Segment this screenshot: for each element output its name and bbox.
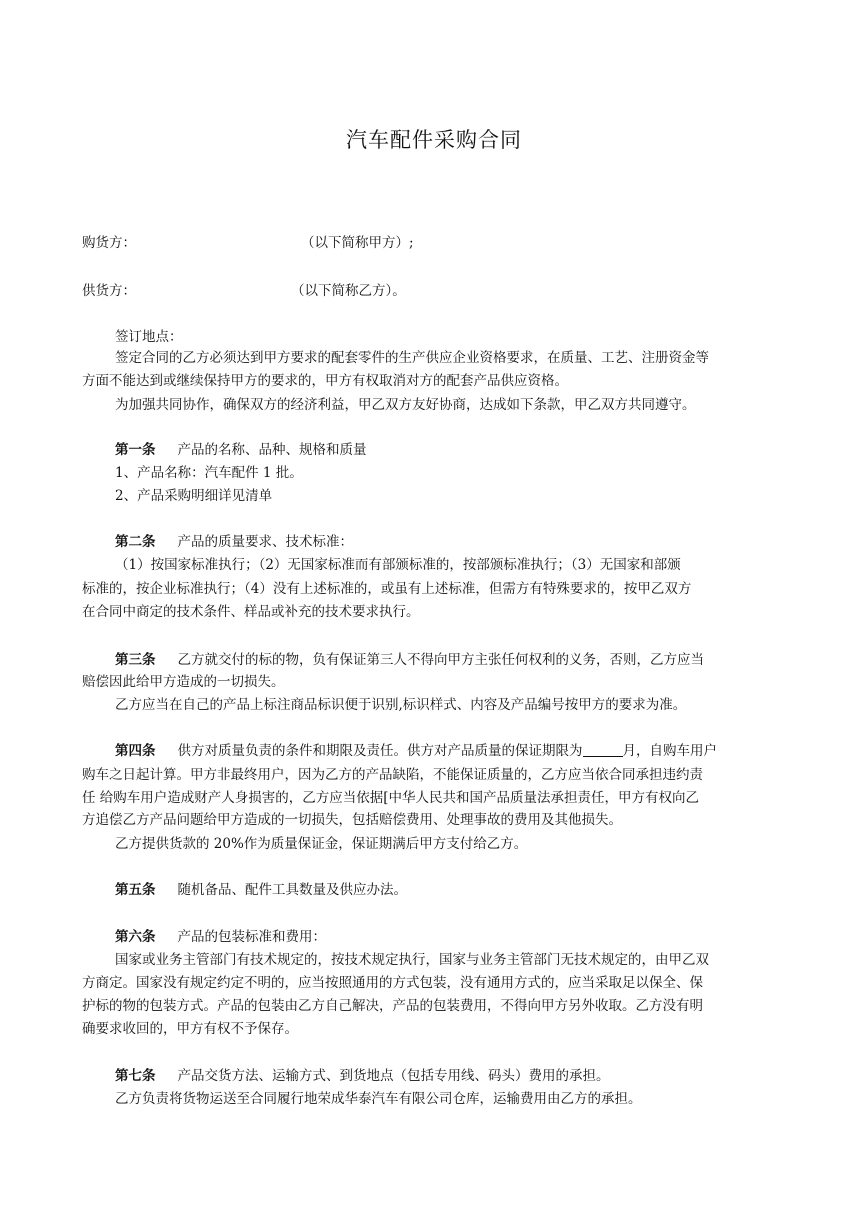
seller-note: （以下简称乙方）。 — [291, 283, 406, 299]
article-4-text-b: 月，自购车用户 — [622, 743, 717, 759]
article-1-title: 产品的名称、品种、规格和质量 — [177, 442, 367, 458]
article-6-line1: 国家或业务主管部门有技术规定的，按技术规定执行，国家与业务主管部门无技术规定的，由甲乙双 — [115, 952, 709, 968]
article-6-number: 第六条 — [115, 929, 156, 945]
article-4-line2: 购车之日起计算。甲方非最终用户，因为乙方的产品缺陷，不能保证质量的，乙方应当依合同承担违约责 — [82, 767, 703, 783]
article-7-line1: 乙方负责将货物运送至合同履行地荣成华泰汽车有限公司仓库，运输费用由乙方的承担。 — [115, 1091, 642, 1107]
article-6-line2: 方商定。国家没有规定约定不明的，应当按照通用的方式包装，没有通用方式的，应当采取足以保全、保 — [82, 975, 703, 991]
article-1-heading — [115, 440, 367, 460]
article-5-heading — [115, 880, 407, 900]
article-3-line2: 赔偿因此给甲方造成的一切损失。 — [82, 674, 285, 690]
article-4-line4: 方追偿乙方产品问题给甲方造成的一切损失，包括赔偿费用、处理事故的费用及其他损失。 — [82, 812, 622, 828]
article-3-number: 第三条 — [115, 652, 156, 668]
article-2-line2: 标准的，按企业标准执行；（4）没有上述标准的，或虽有上述标准，但需方有特殊要求的，按甲乙双方 — [82, 581, 692, 597]
seller-line — [82, 281, 406, 301]
preamble-p2: 为加强共同协作，确保双方的经济利益，甲乙双方友好协商，达成如下条款，甲乙双方共同遵守。 — [115, 397, 696, 413]
article-3-text: 乙方就交付的标的物，负有保证第三人不得向甲方主张任何权利的义务，否则，乙方应当 — [177, 652, 704, 668]
article-4-number: 第四条 — [115, 743, 156, 759]
article-4-text-a: 供方对质量负责的条件和期限及责任。供方对产品质量的保证期限为 — [177, 743, 583, 759]
article-1-line1: 1、产品名称：汽车配件 1 批。 — [115, 465, 303, 481]
article-6-line3: 护标的物的包装方式。产品的包装由乙方自己解决，产品的包装费用，不得向甲方另外收取。乙方没有明 — [82, 998, 703, 1014]
article-5-title: 随机备品、配件工具数量及供应办法。 — [177, 882, 407, 898]
article-4-line3: 任 给购车用户造成财产人身损害的，乙方应当依据[中华人民共和国产品质量法承担责任，甲方有权向乙 — [82, 790, 700, 806]
seller-label: 供货方： — [82, 283, 136, 299]
article-3-line3: 乙方应当在自己的产品上标注商品标识便于识别,标识样式、内容及产品编号按甲方的要求为准。 — [115, 697, 687, 713]
article-2-number: 第二条 — [115, 534, 156, 550]
preamble-p1-line1: 签定合同的乙方必须达到甲方要求的配套零件的生产供应企业资格要求，在质量、工艺、注册资金等 — [115, 350, 709, 366]
article-2-line1: （1）按国家标准执行；（2）无国家标准而有部颁标准的，按部颁标准执行；（3）无国家和部颁 — [115, 557, 681, 573]
document-title: 汽车配件采购合同 — [346, 128, 522, 152]
buyer-label: 购货方： — [82, 235, 136, 251]
article-6-title: 产品的包装标准和费用： — [177, 929, 326, 945]
article-7-title: 产品交货方法、运输方式、到货地点（包括专用线、码头）费用的承担。 — [177, 1068, 610, 1084]
article-6-line4: 确要求收回的，甲方有权不予保存。 — [82, 1021, 298, 1037]
buyer-note: （以下简称甲方）; — [301, 235, 414, 251]
preamble-p1-line2: 方面不能达到或继续保持甲方的要求的，甲方有权取消对方的配套产品供应资格。 — [82, 373, 568, 389]
article-5-number: 第五条 — [115, 882, 156, 898]
warranty-period-blank — [583, 742, 623, 757]
buyer-line — [82, 233, 414, 253]
article-3-line1 — [115, 650, 704, 670]
signing-place: 签订地点： — [115, 329, 183, 345]
article-1-number: 第一条 — [115, 442, 156, 458]
article-2-heading — [115, 532, 353, 552]
article-2-title: 产品的质量要求、技术标准： — [177, 534, 353, 550]
article-7-number: 第七条 — [115, 1068, 156, 1084]
article-7-heading — [115, 1066, 610, 1086]
article-2-line3: 在合同中商定的技术条件、样品或补充的技术要求执行。 — [82, 604, 420, 620]
article-6-heading — [115, 927, 326, 947]
article-1-line2: 2、产品采购明细详见清单 — [115, 488, 273, 504]
article-4-line1 — [115, 741, 717, 761]
article-4-line5: 乙方提供货款的 20%作为质量保证金，保证期满后甲方支付给乙方。 — [115, 836, 528, 852]
